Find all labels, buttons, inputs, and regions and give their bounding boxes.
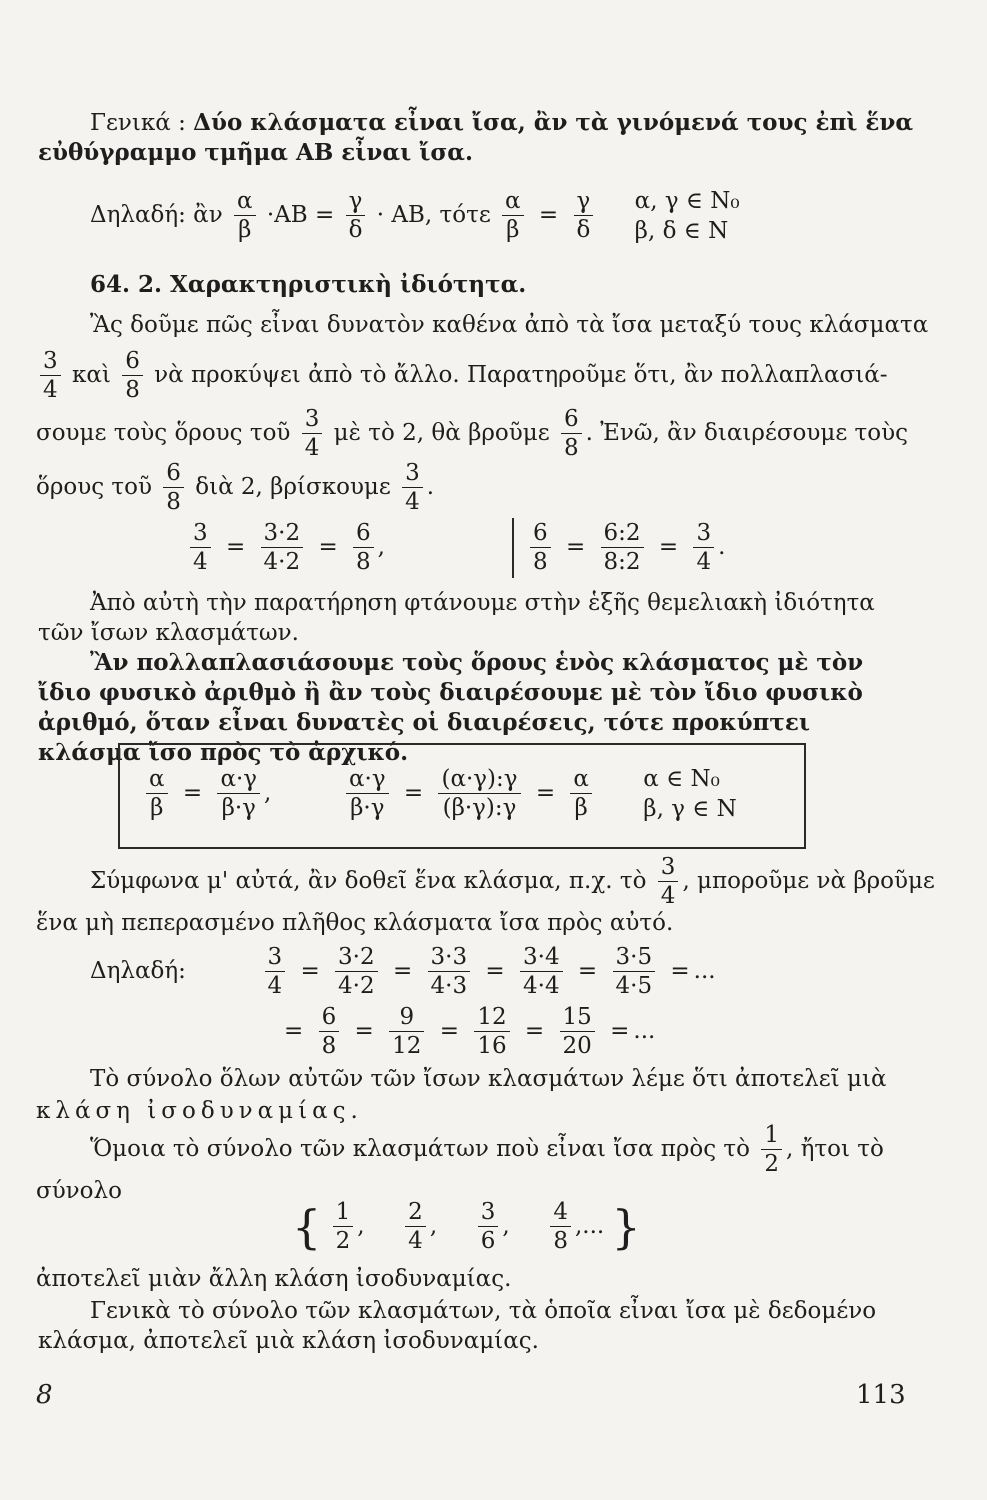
paragraph-9: ἀποτελεῖ μιὰν ἄλλη κλάση ἰσοδυναμίας. bbox=[36, 1266, 512, 1292]
brace-open: { bbox=[292, 1200, 322, 1254]
fraction: $\frac{\alpha}{\beta}$ bbox=[234, 190, 256, 242]
footer-signature-number: 8 bbox=[36, 1380, 53, 1410]
fraction: $\frac{\gamma}{\delta}$ bbox=[574, 190, 594, 242]
fraction-set: { $\frac{1}{2}$ , $\frac{2}{4}$ , $\frac{3}{6}$ , $\frac{4}{8}$ ,... } bbox=[292, 1199, 641, 1254]
fraction: $\frac{\alpha\cdot\gamma}{\beta\cdot\gamma}$ bbox=[346, 768, 389, 820]
paragraph-4: Ἀπὸ αὐτὴ τὴν παρατήρηση φτάνουμε στὴν ἑξῆς θεμελιακὴ ἰδιότητα τῶν ἴσων κλασμάτων. bbox=[38, 590, 875, 646]
fraction: $\frac{3}{4}$ bbox=[190, 522, 211, 574]
fraction: $\frac{\gamma}{\delta}$ bbox=[346, 190, 366, 242]
equation-multiply: $\frac{3}{4}$ = $\frac{3\cdot 2}{4\cdot 2}$ = $\frac{6}{8}$ , bbox=[186, 522, 385, 574]
fraction: $\frac{1}{2}$ bbox=[333, 1201, 354, 1253]
fraction: $\frac{6}{8}$ bbox=[353, 522, 374, 574]
fraction: $\frac{2}{4}$ bbox=[405, 1201, 426, 1253]
paragraph-3-line1: σουμε τοὺς ὅρους τοῦ $\frac{3}{4}$ μὲ τὸ 2, θὰ βροῦμε $\frac{6}{8}$ . Ἐνῶ, ἂν διαιρέσουμε τοὺς bbox=[36, 406, 908, 461]
fraction: $\frac{1}{2}$ bbox=[761, 1124, 782, 1176]
fraction: $\frac{3\cdot 2}{4\cdot 2}$ bbox=[335, 946, 378, 998]
paragraph-6-line1: Σύμφωνα μ' αὐτά, ἂν δοθεῖ ἕνα κλάσμα, π.χ. τὸ $\frac{3}{4}$ , μποροῦμε νὰ βροῦμε bbox=[90, 854, 935, 909]
def-seg2: · ΑΒ, τότε bbox=[376, 202, 491, 228]
property-formula: $\frac{\alpha}{\beta}$ = $\frac{\alpha\cdot\gamma}{\beta\cdot\gamma}$ , $\frac{\alpha\cdot\gamma}{\beta\cdot\gamma}$ = $\frac{(\alpha\cdot\gamma):\gamma}{(\beta\cdot\gamma):\gamma}$ = $\frac{\alpha}{\beta}$ α ∈ N₀ β, γ ∈ N bbox=[142, 764, 737, 824]
fraction: $\frac{(\alpha\cdot\gamma):\gamma}{(\beta\cdot\gamma):\gamma}$ bbox=[438, 768, 520, 820]
fraction: $\frac{\alpha}{\beta}$ bbox=[570, 768, 592, 820]
fraction: $\frac{6}{8}$ bbox=[163, 462, 184, 514]
equation-divide: $\frac{6}{8}$ = $\frac{6:2}{8:2}$ = $\frac{3}{4}$ . bbox=[526, 522, 725, 574]
fraction: $\frac{\alpha}{\beta}$ bbox=[146, 768, 168, 820]
fraction: $\frac{6}{8}$ bbox=[530, 522, 551, 574]
fraction: $\frac{6}{8}$ bbox=[319, 1006, 340, 1058]
fraction: $\frac{\alpha\cdot\gamma}{\beta\cdot\gamma}$ bbox=[217, 768, 260, 820]
fraction: $\frac{3}{6}$ bbox=[478, 1201, 499, 1253]
property-statement: Ἂν πολλαπλασιάσουμε τοὺς ὅρους ἑνὸς κλάσματος μὲ τὸν ἴδιο φυσικὸ ἀριθμὸ ἢ ἂν τοὺς διαιρέσουμε μὲ τὸν ἴδιο φυσικὸ ἀριθμό, ὅταν εἶναι δυνατὲς οἱ διαιρέσεις, τότε προκύπτει κλάσμα ἴσο πρὸς τὸ ἀρχικό. bbox=[38, 649, 864, 766]
fraction: $\frac{6}{8}$ bbox=[122, 350, 143, 402]
fraction: $\frac{4}{8}$ bbox=[550, 1201, 571, 1253]
paragraph-2-line2: $\frac{3}{4}$ καὶ $\frac{6}{8}$ νὰ προκύψει ἀπὸ τὸ ἄλλο. Παρατηροῦμε ὅτι, ἂν πολλαπλασιά- bbox=[36, 350, 888, 402]
brace-close: } bbox=[611, 1200, 641, 1254]
def-conditions: α, γ ∈ N₀ β, δ ∈ N bbox=[634, 188, 740, 244]
example-row-2: = $\frac{6}{8}$ = $\frac{9}{12}$ = $\frac{12}{16}$ = $\frac{15}{20}$ = ... bbox=[284, 1004, 656, 1059]
fraction: $\frac{3}{4}$ bbox=[658, 856, 679, 908]
box-conditions: α ∈ N₀ β, γ ∈ N bbox=[643, 766, 737, 822]
equivalence-class-term: κλάση ἰσοδυναμίας. bbox=[36, 1098, 363, 1124]
fraction: $\frac{3\cdot 4}{4\cdot 4}$ bbox=[520, 946, 563, 998]
fraction: $\frac{15}{20}$ bbox=[560, 1006, 595, 1058]
paragraph-general bbox=[38, 108, 918, 168]
fraction: $\frac{3}{4}$ bbox=[265, 946, 286, 998]
fraction: $\frac{9}{12}$ bbox=[389, 1006, 424, 1058]
def-label: Δηλαδή: ἂν bbox=[90, 202, 223, 228]
fraction: $\frac{3}{4}$ bbox=[693, 522, 714, 574]
fraction: $\frac{12}{16}$ bbox=[474, 1006, 509, 1058]
paragraph-7-line1: Τὸ σύνολο ὅλων αὐτῶν τῶν ἴσων κλασμάτων λέμε ὅτι ἀποτελεῖ μιὰ bbox=[90, 1066, 887, 1092]
vertical-divider bbox=[512, 518, 514, 578]
definition-formula bbox=[90, 186, 740, 246]
fraction: $\frac{\alpha}{\beta}$ bbox=[502, 190, 524, 242]
bold-statement: Δύο κλάσματα εἶναι ἴσα, ἂν τὰ γινόμενά τους ἐπὶ ἕνα εὐθύγραμμο τμῆμα ΑΒ εἶναι ἴσα. bbox=[38, 109, 914, 166]
paragraph-8-line1: Ὅμοια τὸ σύνολο τῶν κλασμάτων ποὺ εἶναι ἴσα πρὸς τὸ $\frac{1}{2}$ , ἤτοι τὸ bbox=[90, 1122, 884, 1177]
paragraph-6-line2: ἕνα μὴ πεπερασμένο πλῆθος κλάσματα ἴσα πρὸς αὐτό. bbox=[36, 910, 674, 936]
lead-text: Γενικά : bbox=[90, 110, 186, 136]
fraction: $\frac{6:2}{8:2}$ bbox=[601, 522, 644, 574]
def-seg1: ·ΑΒ = bbox=[266, 202, 335, 228]
paragraph-3-line2: ὅρους τοῦ $\frac{6}{8}$ διὰ 2, βρίσκουμε $\frac{3}{4}$ . bbox=[36, 460, 435, 515]
fraction: $\frac{6}{8}$ bbox=[561, 408, 582, 460]
section-heading: 64. 2. Χαρακτηριστικὴ ἰδιότητα. bbox=[90, 271, 527, 298]
paragraph-10: Γενικὰ τὸ σύνολο τῶν κλασμάτων, τὰ ὁποῖα εἶναι ἴσα μὲ δεδομένο κλάσμα, ἀποτελεῖ μιὰ κλάση ἰσοδυναμίας. bbox=[38, 1298, 877, 1354]
fraction: $\frac{3\cdot 5}{4\cdot 5}$ bbox=[613, 946, 656, 998]
paragraph-8-line2: σύνολο bbox=[36, 1178, 122, 1204]
fraction: $\frac{3}{4}$ bbox=[402, 462, 423, 514]
paragraph-2-line1: Ἂς δοῦμε πῶς εἶναι δυνατὸν καθένα ἀπὸ τὰ ἴσα μεταξύ τους κλάσματα bbox=[90, 312, 929, 338]
fraction: $\frac{3\cdot 2}{4\cdot 2}$ bbox=[261, 522, 304, 574]
example-row-1: Δηλαδή: $\frac{3}{4}$ = $\frac{3\cdot 2}{4\cdot 2}$ = $\frac{3\cdot 3}{4\cdot 3}$ = $\frac{3\cdot 4}{4\cdot 4}$ = $\frac{3\cdot 5}{4\cdot 5}$ = ... bbox=[90, 944, 716, 999]
fraction: $\frac{3}{4}$ bbox=[302, 408, 323, 460]
page-number: 113 bbox=[856, 1380, 906, 1410]
fraction: $\frac{3\cdot 3}{4\cdot 3}$ bbox=[428, 946, 471, 998]
fraction: $\frac{3}{4}$ bbox=[40, 350, 61, 402]
equals: = bbox=[538, 202, 559, 228]
